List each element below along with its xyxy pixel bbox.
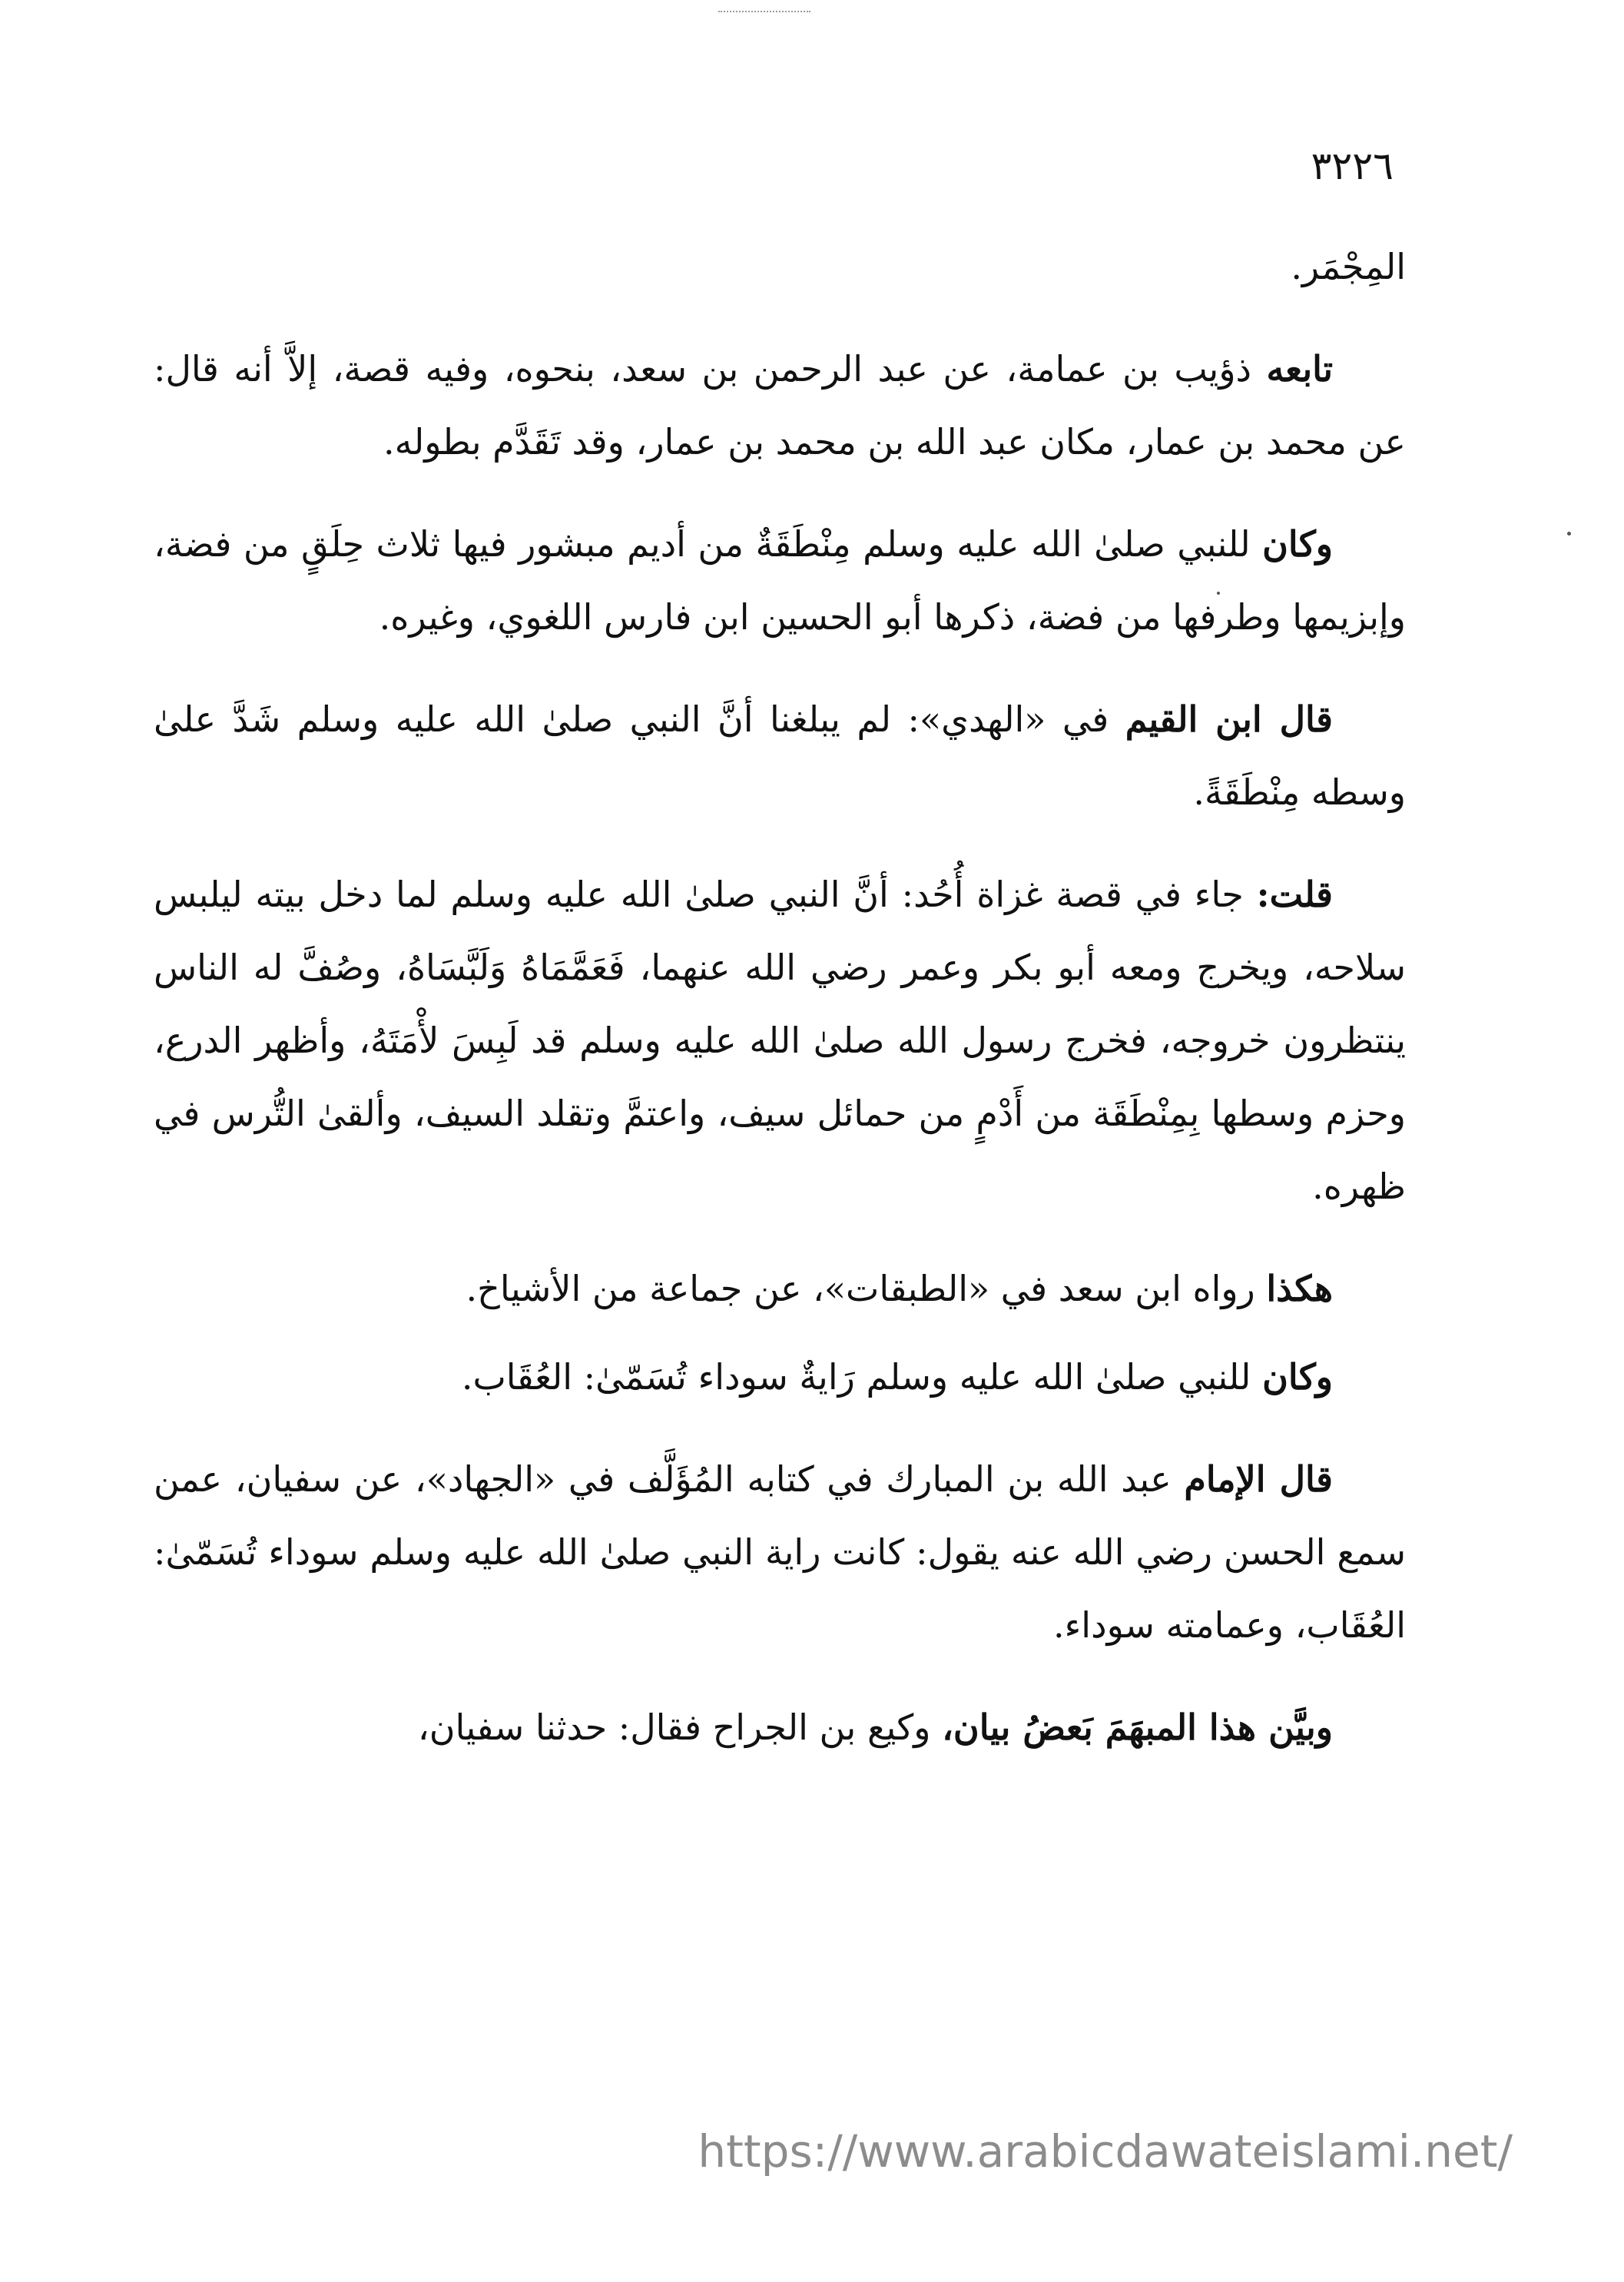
paragraph-lead: تابعه [1266, 348, 1333, 390]
paragraph-text: المِجْمَر. [1291, 246, 1406, 287]
paragraph-1 [154, 231, 1406, 303]
paragraph-text: جاء في قصة غزاة أُحُد: أنَّ النبي صلىٰ الله عليه وسلم لما دخل بيته ليلبس سلاحه، ويخرج ومعه أبو بكر وعمر رضي الله عنهما، فَعَمَّمَاهُ وَلَبَّسَاهُ، وصُفَّ له الناس ينتظرون خروجه، فخرج رسول الله صلىٰ الله عليه وسلم قد لَبِسَ لأْمَتَهُ، وأظهر الدرع، وحزم وسطها بِمِنْطَقَة من أَدْمٍ من حمائل سيف، واعتمَّ وتقلد السيف، وألقىٰ التُّرس في ظهره. [154, 874, 1406, 1207]
paragraph-4 [154, 683, 1406, 829]
paragraph-text: رواه ابن سعد في «الطبقات»، عن جماعة من الأشياخ. [466, 1268, 1267, 1309]
paragraph-text: ذؤيب بن عمامة، عن عبد الرحمن بن سعد، بنحوه، وفيه قصة، إلاَّ أنه قال: عن محمد بن عمار، مكان عبد الله بن محمد بن عمار، وقد تَقَدَّم بطوله. [154, 348, 1406, 463]
paragraph-text: للنبي صلىٰ الله عليه وسلم مِنْطَقَةٌ من أديم مبشور فيها ثلاث حِلَقٍ من فضة، وإبزيمها وطرفها من فضة، ذكرها أبو الحسين ابن فارس اللغوي، وغيره. [154, 523, 1406, 638]
paragraph-lead: قلت: [1256, 874, 1333, 915]
paragraph-lead: قال ابن القيم [1125, 698, 1333, 740]
paragraph-lead: وكان [1262, 523, 1333, 565]
paragraph-lead: وبيَّن هذا المبهَمَ بَعضُ بيان، [942, 1707, 1333, 1748]
page-body [154, 231, 1406, 1764]
paragraph-text: وكيع بن الجراح فقال: حدثنا سفيان، [417, 1707, 943, 1748]
watermark-url: https://www.arabicdawateislami.net/ [698, 2125, 1513, 2178]
paragraph-8 [154, 1443, 1406, 1662]
paragraph-2 [154, 333, 1406, 479]
paragraph-5 [154, 858, 1406, 1223]
scan-speck [1567, 532, 1571, 536]
paragraph-lead: هكذا [1266, 1268, 1333, 1309]
paragraph-text: للنبي صلىٰ الله عليه وسلم رَايةٌ سوداء تُسَمّىٰ: العُقَاب. [461, 1356, 1263, 1398]
paragraph-9 [154, 1691, 1406, 1764]
paragraph-6 [154, 1252, 1406, 1325]
page-number: ٣٢٢٦ [1311, 144, 1394, 188]
paragraph-lead: وكان [1262, 1356, 1333, 1398]
paragraph-text: في «الهدي»: لم يبلغنا أنَّ النبي صلىٰ الله عليه وسلم شَدَّ علىٰ وسطه مِنْطَقَةً. [154, 698, 1406, 813]
top-scan-rule [718, 11, 810, 12]
paragraph-lead: قال الإمام [1184, 1458, 1334, 1500]
paragraph-3 [154, 508, 1406, 654]
paragraph-7 [154, 1341, 1406, 1414]
paragraph-text: عبد الله بن المبارك في كتابه المُؤَلَّف في «الجهاد»، عن سفيان، عمن سمع الحسن رضي الله عنه يقول: كانت راية النبي صلىٰ الله عليه وسلم سوداء تُسَمّىٰ: العُقَاب، وعمامته سوداء. [154, 1458, 1406, 1646]
